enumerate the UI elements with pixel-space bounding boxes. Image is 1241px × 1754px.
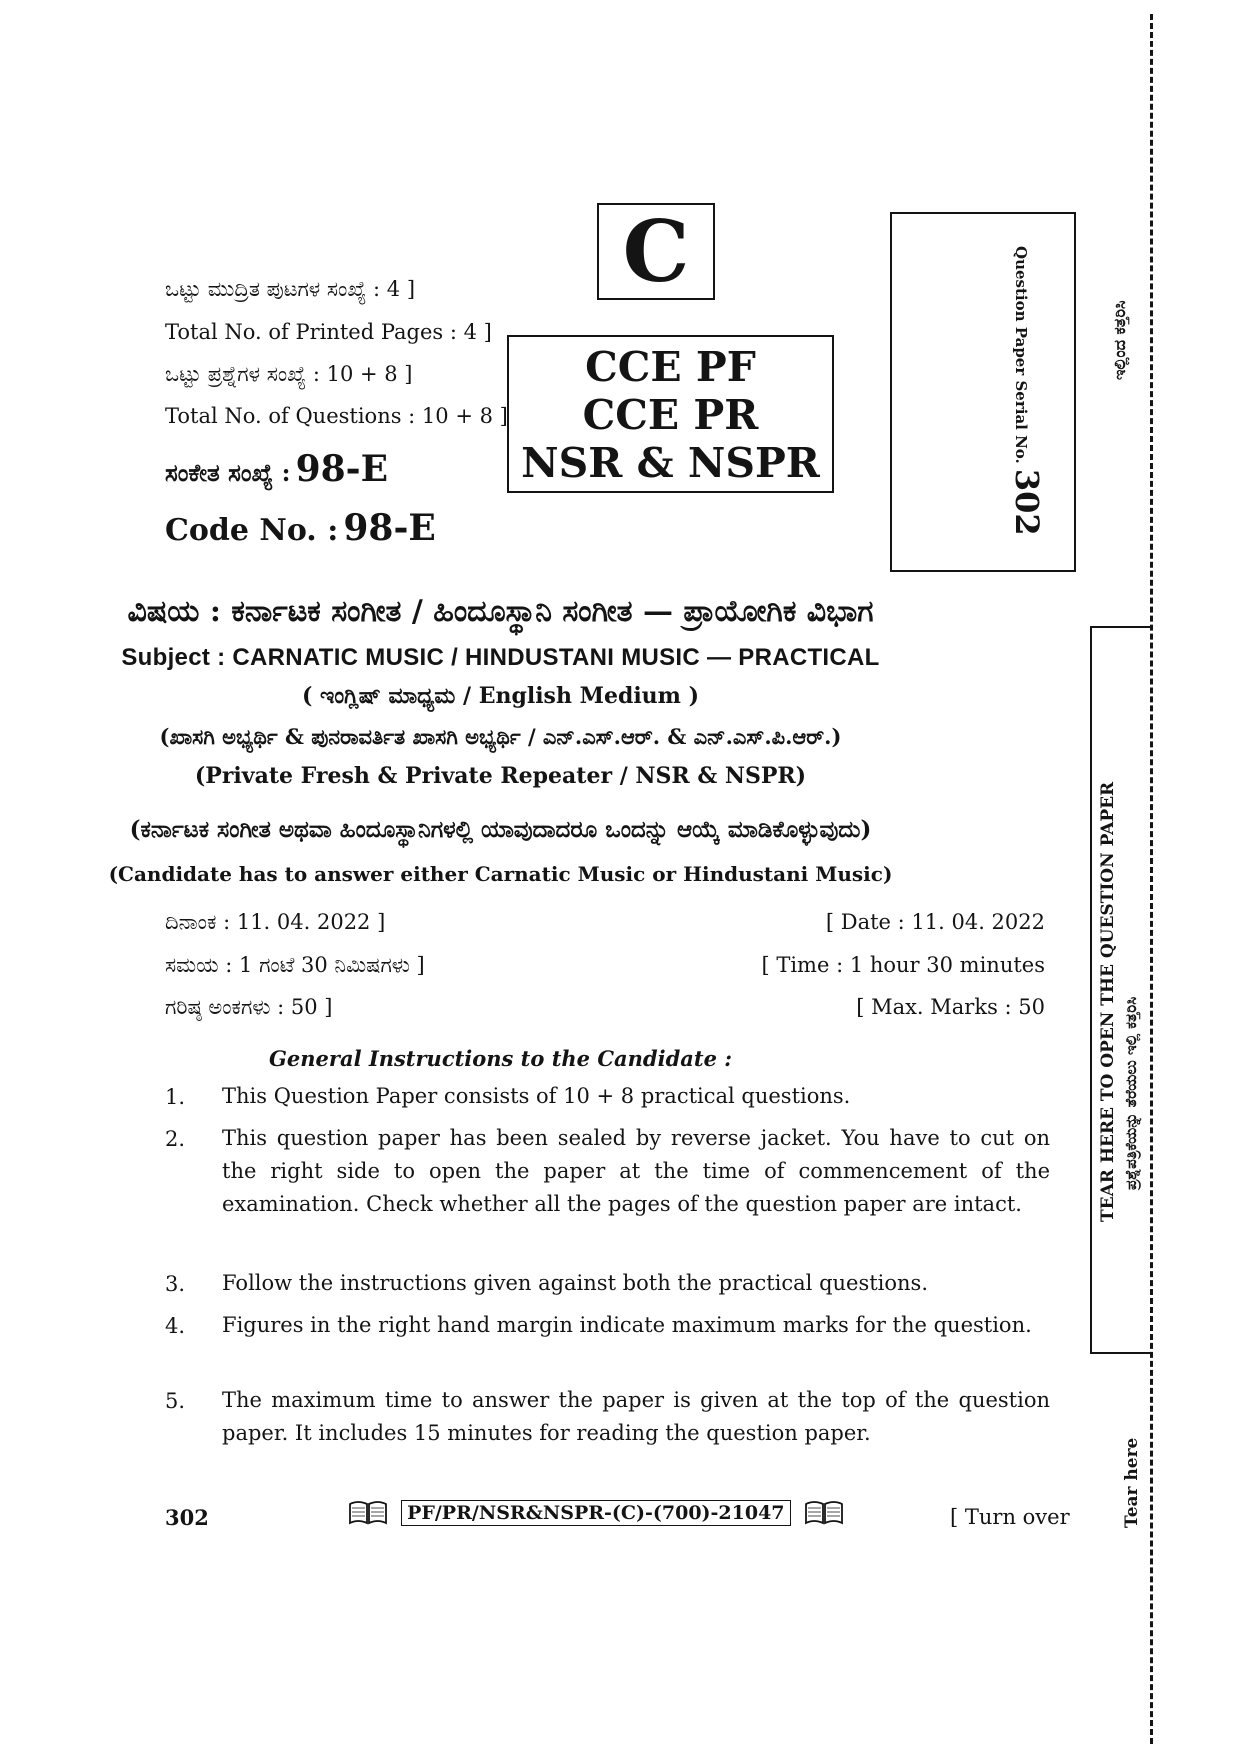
turn-over: [ Turn over	[950, 1505, 1070, 1529]
time-en: [ Time : 1 hour 30 minutes	[761, 953, 1045, 977]
candidate-type-kn: (ಖಾಸಗಿ ಅಭ್ಯರ್ಥಿ & ಪುನರಾವರ್ತಿತ ಖಾಸಗಿ ಅಭ್ಯರ್ಥಿ / ಎನ್.ಎಸ್.ಆರ್. & ಎನ್.ಎಸ್.ಪಿ.ಆರ್.)	[159, 724, 842, 749]
serial-number-value: 302	[1008, 468, 1046, 536]
code-number-kn-value: 98-E	[295, 448, 389, 490]
code-number-en-value: 98-E	[343, 507, 436, 549]
footer-paper-code: PF/PR/NSR&NSPR-(C)-(700)-21047	[401, 1500, 790, 1526]
instruction-number: 4.	[165, 1314, 186, 1338]
exam-type-line-1: CCE PF	[585, 343, 756, 391]
cut-here-kn: ಇಲ್ಲಿಂದ ಕತ್ತರಿಸಿ	[1110, 300, 1129, 380]
printed-pages-en: Total No. of Printed Pages : 4 ]	[165, 320, 492, 344]
instruction-text: Figures in the right hand margin indicate maximum marks for the question.	[222, 1313, 1032, 1337]
footer-paper-code-group	[348, 1500, 844, 1526]
code-number-en	[165, 507, 436, 549]
book-icon	[804, 1500, 844, 1526]
instruction-text: Follow the instructions given against both the practical questions.	[222, 1271, 929, 1295]
instruction-number: 5.	[165, 1389, 186, 1413]
time-kn: ಸಮಯ : 1 ಗಂಟೆ 30 ನಿಮಿಷಗಳು ]	[165, 953, 425, 977]
tear-here-label: Tear here	[1122, 1437, 1142, 1528]
serial-number-box	[890, 212, 1076, 572]
book-icon	[348, 1500, 388, 1526]
paper-set-letter: C	[622, 202, 690, 301]
date-en: [ Date : 11. 04. 2022	[825, 910, 1045, 934]
choice-note-kn: (ಕರ್ನಾಟಕ ಸಂಗೀತ ಅಥವಾ ಹಿಂದೂಸ್ಥಾನಿಗಳಲ್ಲಿ ಯಾವುದಾದರೂ ಒಂದನ್ನು ಆಯ್ಕೆ ಮಾಡಿಕೊಳ್ಳುವುದು)	[129, 816, 872, 843]
code-number-kn-label: ಸಂಕೇತ ಸಂಖ್ಯೆ :	[165, 458, 291, 487]
exam-type-line-3: NSR & NSPR	[521, 439, 820, 487]
instruction-text: This question paper has been sealed by reverse jacket. You have to cut on the right side to open the paper at the time of commencement of the examination. Check whether all the pages of the question paper are intact.	[222, 1126, 1050, 1216]
instructions-heading: General Instructions to the Candidate :	[268, 1046, 733, 1071]
exam-type-line-2: CCE PR	[582, 391, 759, 439]
serial-number	[1008, 246, 1046, 536]
questions-count-kn: ಒಟ್ಟು ಪ್ರಶ್ನೆಗಳ ಸಂಖ್ಯೆ : 10 + 8 ]	[165, 362, 413, 386]
tear-instruction-en: TEAR HERE TO OPEN THE QUESTION PAPER	[1098, 781, 1118, 1222]
footer-page-code: 302	[165, 1505, 209, 1530]
questions-count-en: Total No. of Questions : 10 + 8 ]	[165, 404, 508, 428]
instruction-text: This Question Paper consists of 10 + 8 practical questions.	[222, 1084, 851, 1108]
tear-instruction-kn: ಪ್ರಶ್ನೆಪತ್ರಿಕೆಯನ್ನು ತೆರೆಯಲು ಇಲ್ಲಿ ಕತ್ತರಿಸಿ	[1122, 996, 1140, 1190]
code-number-en-label: Code No. :	[165, 513, 339, 548]
subject-en: Subject : CARNATIC MUSIC / HINDUSTANI MUSIC — PRACTICAL	[121, 644, 880, 671]
paper-set-letter-box	[597, 203, 715, 300]
serial-number-label: Question Paper Serial No.	[1012, 246, 1030, 464]
date-kn: ದಿನಾಂಕ : 11. 04. 2022 ]	[165, 910, 386, 934]
candidate-type-en: (Private Fresh & Private Repeater / NSR & NSPR)	[194, 763, 807, 789]
instruction-text: The maximum time to answer the paper is given at the top of the question paper. It includes 15 minutes for reading the question paper.	[222, 1388, 1050, 1445]
exam-type-box	[507, 335, 834, 493]
code-number-kn	[165, 448, 388, 490]
marks-kn: ಗರಿಷ್ಠ ಅಂಕಗಳು : 50 ]	[165, 995, 333, 1019]
subject-kn: ವಿಷಯ : ಕರ್ನಾಟಕ ಸಂಗೀತ / ಹಿಂದೂಸ್ಥಾನಿ ಸಂಗೀತ — ಪ್ರಾಯೋಗಿಕ ವಿಭಾಗ	[127, 594, 874, 629]
instruction-number: 2.	[165, 1127, 186, 1151]
instruction-number: 3.	[165, 1272, 186, 1296]
printed-pages-kn: ಒಟ್ಟು ಮುದ್ರಿತ ಪುಟಗಳ ಸಂಖ್ಯೆ : 4 ]	[165, 277, 416, 301]
medium: ( ಇಂಗ್ಲಿಷ್ ಮಾಧ್ಯಮ / English Medium )	[301, 683, 700, 709]
choice-note-en: (Candidate has to answer either Carnatic Music or Hindustani Music)	[108, 862, 893, 886]
instruction-number: 1.	[165, 1085, 186, 1109]
marks-en: [ Max. Marks : 50	[856, 995, 1045, 1019]
